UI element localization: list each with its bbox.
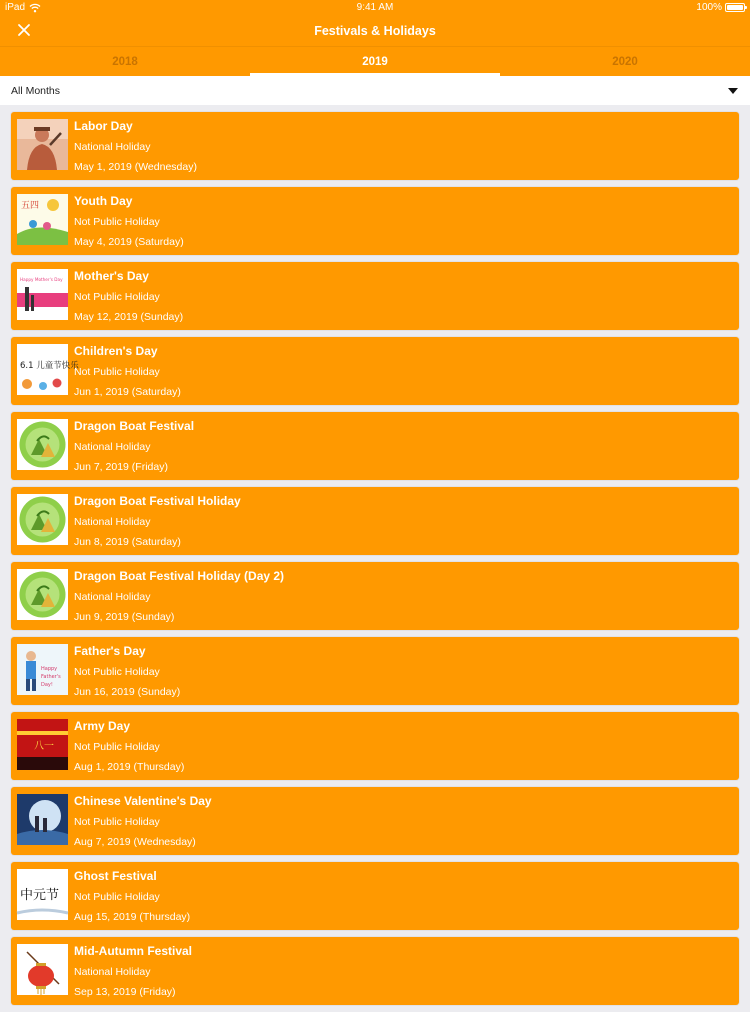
svg-text:Happy: Happy [41, 666, 58, 672]
zongzi-image [17, 494, 68, 545]
holiday-type: National Holiday [74, 441, 151, 453]
svg-text:6.1 儿童节快乐: 6.1 儿童节快乐 [20, 361, 79, 371]
holiday-card[interactable] [11, 337, 739, 405]
youth-day-image [17, 194, 68, 245]
ghost-festival-image [17, 869, 68, 920]
status-right [696, 2, 745, 13]
holiday-type: Not Public Holiday [74, 666, 160, 678]
holiday-type: National Holiday [74, 966, 151, 978]
holiday-name: Children's Day [74, 344, 158, 358]
holiday-card[interactable] [11, 487, 739, 555]
army-day-image [17, 719, 68, 770]
zongzi-image [17, 569, 68, 620]
tab-2019[interactable]: 2019 [250, 47, 500, 76]
holiday-card[interactable] [11, 937, 739, 1005]
nav-bar [0, 16, 750, 46]
holiday-name: Mid-Autumn Festival [74, 944, 193, 958]
holiday-date: May 4, 2019 (Saturday) [74, 236, 184, 248]
holiday-name: Youth Day [74, 194, 133, 208]
holiday-list [11, 112, 739, 1012]
holiday-date: May 1, 2019 (Wednesday) [74, 161, 197, 173]
holiday-card[interactable] [11, 562, 739, 630]
holiday-date: Aug 15, 2019 (Thursday) [74, 911, 191, 923]
holiday-card[interactable] [11, 712, 739, 780]
childrens-day-image [17, 344, 79, 395]
fathers-day-image [17, 644, 68, 695]
holiday-name: Dragon Boat Festival Holiday [74, 494, 241, 508]
battery-level [727, 5, 743, 10]
holiday-name: Dragon Boat Festival [74, 419, 195, 433]
holiday-date: May 12, 2019 (Sunday) [74, 311, 184, 323]
holiday-date: Jun 9, 2019 (Sunday) [74, 611, 175, 623]
battery-icon [725, 3, 745, 12]
status-time: 9:41 AM [356, 2, 394, 13]
holiday-name: Army Day [74, 719, 131, 733]
holiday-type: Not Public Holiday [74, 816, 160, 828]
svg-text:中元节: 中元节 [20, 888, 60, 903]
holiday-type: Not Public Holiday [74, 741, 160, 753]
holiday-name: Father's Day [74, 644, 146, 658]
holiday-card[interactable] [11, 787, 739, 855]
caret-down-icon [728, 88, 738, 94]
mothers-day-image [17, 269, 68, 320]
holiday-card[interactable] [11, 412, 739, 480]
holiday-date: Aug 1, 2019 (Thursday) [74, 761, 185, 773]
holiday-card[interactable] [11, 262, 739, 330]
holiday-type: Not Public Holiday [74, 216, 160, 228]
device-name: iPad [5, 2, 26, 13]
holiday-name: Chinese Valentine's Day [74, 794, 212, 808]
holiday-type: National Holiday [74, 141, 151, 153]
lantern-image [17, 944, 68, 995]
qixi-moon-image [17, 794, 68, 845]
battery-percent: 100% [696, 2, 722, 13]
svg-text:八一: 八一 [34, 741, 54, 752]
holiday-date: Jun 1, 2019 (Saturday) [74, 386, 181, 398]
holiday-date: Jun 16, 2019 (Sunday) [74, 686, 181, 698]
holiday-type: Not Public Holiday [74, 291, 160, 303]
holiday-name: Ghost Festival [74, 869, 157, 883]
holiday-card[interactable] [11, 112, 739, 180]
holiday-name: Mother's Day [74, 269, 149, 283]
tab-2018[interactable]: 2018 [112, 56, 138, 68]
holiday-date: Jun 7, 2019 (Friday) [74, 461, 168, 473]
holiday-card[interactable] [11, 637, 739, 705]
holiday-card[interactable] [11, 187, 739, 255]
svg-text:五四: 五四 [21, 201, 40, 211]
holiday-date: Aug 7, 2019 (Wednesday) [74, 836, 196, 848]
holiday-date: Jun 8, 2019 (Saturday) [74, 536, 181, 548]
status-bar [0, 0, 750, 16]
year-tabs [0, 46, 750, 76]
holiday-type: National Holiday [74, 591, 151, 603]
svg-text:Day!: Day! [41, 682, 53, 688]
zongzi-image [17, 419, 68, 470]
holiday-type: Not Public Holiday [74, 366, 160, 378]
labor-worker-image [17, 119, 68, 170]
holiday-name: Dragon Boat Festival Holiday (Day 2) [74, 569, 285, 583]
holiday-type: National Holiday [74, 516, 151, 528]
svg-text:Father's: Father's [41, 674, 61, 680]
page-title: Festivals & Holidays [314, 24, 436, 38]
svg-text:Happy Mother's Day: Happy Mother's Day [20, 277, 63, 282]
tab-2020[interactable]: 2020 [612, 56, 638, 68]
holiday-date: Sep 13, 2019 (Friday) [74, 986, 176, 998]
holiday-card[interactable] [11, 862, 739, 930]
holiday-type: Not Public Holiday [74, 891, 160, 903]
holiday-name: Labor Day [74, 119, 133, 133]
month-filter-value: All Months [11, 85, 61, 97]
month-filter-dropdown[interactable] [0, 76, 750, 105]
